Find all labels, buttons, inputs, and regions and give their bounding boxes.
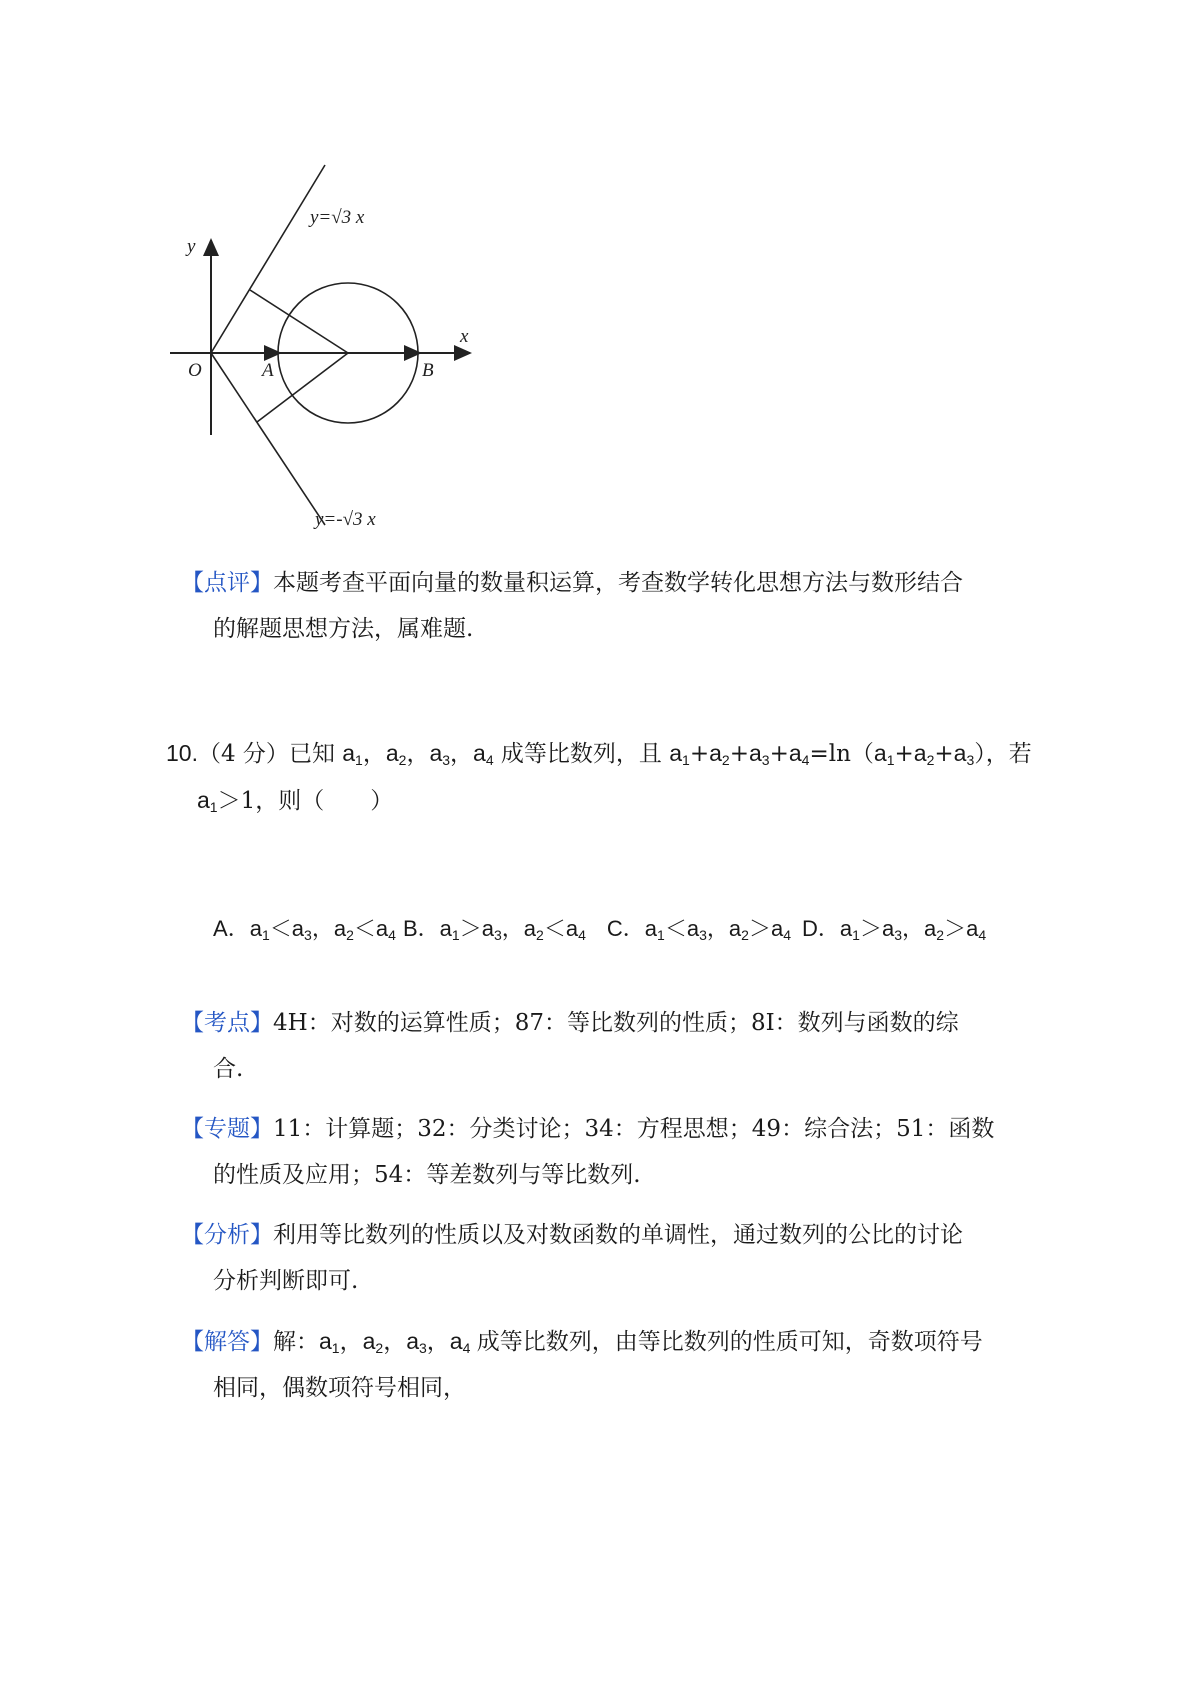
kaodian-tag: 【考点】 [181, 1010, 273, 1036]
kaodian-line2: 合. [213, 1056, 244, 1082]
option-b[interactable]: B．$a_1>a_3$，$a_2<a_4$ [402, 916, 586, 943]
options-row [213, 912, 986, 943]
jieda-paragraph [181, 1318, 1041, 1411]
label-lower-line: y=-√3 x [315, 509, 376, 530]
label-x: x [460, 326, 469, 347]
label-o: O [188, 360, 202, 381]
perpendicular-upper [250, 290, 348, 353]
option-a[interactable]: A．$a_1<a_3$，$a_2<a_4$ [213, 916, 396, 943]
jieda-line1-rest: 成等比数列，由等比数列的性质可知，奇数项符号 [476, 1329, 983, 1355]
question-number: 10. [166, 740, 198, 766]
fenxi-line1: 利用等比数列的性质以及对数函数的单调性，通过数列的公比的讨论 [273, 1222, 963, 1248]
option-d[interactable]: D．$a_1>a_3$，$a_2>a_4$ [802, 916, 987, 943]
review-tag: 【点评】 [181, 570, 273, 596]
jieda-sequence: $a_1$，$a_2$，$a_3$，$a_4$ [319, 1328, 471, 1356]
geometry-figure [160, 140, 540, 580]
label-a: A [262, 360, 274, 381]
kaodian-paragraph [181, 1000, 1041, 1092]
review-line2: 的解题思想方法，属难题. [213, 616, 474, 642]
zhuanti-line2: 的性质及应用；54：等差数列与等比数列. [213, 1162, 641, 1188]
zhuanti-tag: 【专题】 [181, 1116, 273, 1142]
question-stem-line1: 已知 $a_1$，$a_2$，$a_3$，$a_4$ 成等比数列，且 $a_1+a_2+a_3+a_4=\ln(a_1+a_2+a_3)$，若 [288, 740, 1032, 768]
label-y: y [187, 236, 196, 257]
question-stem [166, 730, 1046, 777]
label-upper-line: y=√3 x [310, 207, 365, 228]
line-upper [211, 165, 325, 353]
question-stem-line2: $a_1>1$，则（ ） [197, 787, 394, 815]
question-score: （4 分） [197, 741, 289, 767]
fenxi-line2: 分析判断即可. [213, 1268, 359, 1294]
jieda-line2: 相同，偶数项符号相同， [213, 1375, 466, 1401]
kaodian-line1: 4H：对数的运算性质；87：等比数列的性质；8I：数列与函数的综 [273, 1010, 959, 1036]
review-line1: 本题考查平面向量的数量积运算，考查数学转化思想方法与数形结合 [273, 570, 963, 596]
jieda-tag: 【解答】 [181, 1329, 273, 1355]
fenxi-paragraph [181, 1212, 1041, 1304]
zhuanti-paragraph [181, 1106, 1041, 1198]
option-c[interactable]: C．$a_1<a_3$，$a_2>a_4$ [606, 916, 792, 943]
label-b: B [422, 360, 434, 381]
review-paragraph [181, 560, 1041, 652]
jieda-line1-start: 解： [273, 1329, 319, 1355]
zhuanti-line1: 11：计算题；32：分类讨论；34：方程思想；49：综合法；51：函数 [273, 1116, 995, 1142]
circle-and-lines-diagram [160, 140, 540, 580]
question-10 [166, 730, 1046, 824]
fenxi-tag: 【分析】 [181, 1222, 273, 1248]
